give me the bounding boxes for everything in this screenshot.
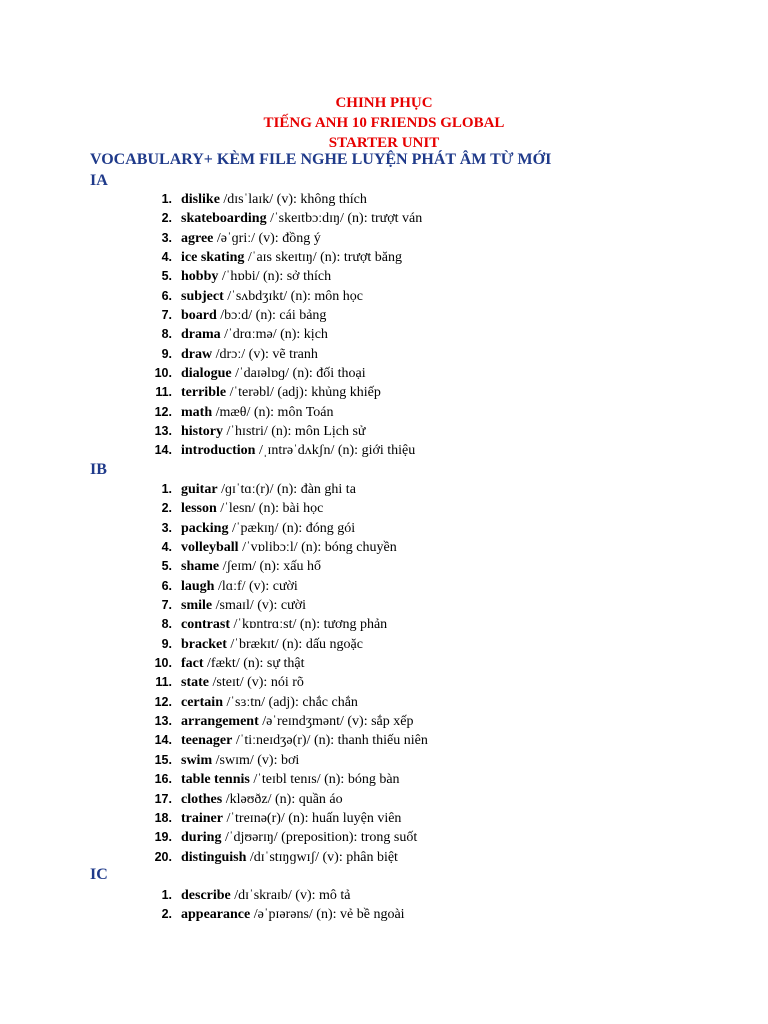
vocab-definition: /ˈskeɪtbɔːdɪŋ/ (n): trượt ván [266, 211, 423, 227]
item-number: 13. [154, 424, 172, 439]
vocab-definition: /ˈlesn/ (n): bài học [216, 501, 324, 517]
vocab-word: history [181, 424, 223, 440]
vocab-definition: /ʃeɪm/ (n): xấu hổ [219, 559, 321, 575]
item-number: 2. [161, 211, 172, 226]
vocab-word: swim [181, 752, 213, 768]
item-entry [181, 499, 323, 518]
item-entry [181, 596, 306, 615]
vocab-word: appearance [181, 907, 251, 923]
item-number: 3. [161, 230, 172, 245]
vocab-word: contrast [181, 617, 230, 633]
item-number: 14. [154, 733, 172, 748]
vocab-word: board [181, 308, 217, 324]
document-title-line-2: TIẾNG ANH 10 FRIENDS GLOBAL [263, 115, 505, 131]
item-entry [181, 905, 405, 924]
item-number: 6. [161, 288, 172, 303]
item-number: 6. [161, 578, 172, 593]
vocab-word: clothes [181, 791, 223, 807]
item-entry [181, 557, 321, 576]
vocab-word: distinguish [181, 849, 247, 865]
item-number: 2. [161, 907, 172, 922]
vocab-definition: /ˈpækɪŋ/ (n): đóng gói [228, 520, 356, 536]
vocab-definition: /əˈɡriː/ (v): đồng ý [213, 230, 321, 246]
item-number: 8. [161, 617, 172, 632]
item-number: 3. [161, 520, 172, 535]
vocab-definition: /bɔːd/ (n): cái bảng [216, 308, 327, 324]
item-entry [181, 441, 415, 460]
vocab-definition: /lɑːf/ (v): cười [214, 578, 298, 594]
vocab-definition: /ˈhɪstri/ (n): môn Lịch sử [223, 424, 366, 440]
item-number: 8. [161, 327, 172, 342]
vocab-word: introduction [181, 443, 256, 459]
vocab-definition: /mæθ/ (n): môn Toán [212, 404, 334, 420]
item-entry [181, 673, 304, 692]
item-entry [181, 267, 331, 286]
item-entry [181, 190, 367, 209]
vocab-word: smile [181, 598, 213, 614]
vocab-word: describe [181, 888, 231, 903]
document-title-line-1: CHINH PHỤC [335, 95, 433, 111]
vocab-definition: /əˈreɪndʒmənt/ (v): sắp xếp [258, 714, 414, 730]
vocab-definition: /ˈterəbl/ (adj): khủng khiếp [226, 385, 381, 401]
vocab-word: teenager [181, 733, 233, 749]
vocab-definition: /ˈdaɪəlɒɡ/ (n): đối thoại [231, 366, 366, 382]
vocab-word: hobby [181, 269, 219, 285]
vocab-word: ice skating [181, 250, 245, 266]
item-entry [181, 403, 333, 422]
vocab-definition: /ˈkɒntrɑːst/ (n): tương phản [230, 617, 388, 633]
item-number: 5. [161, 559, 172, 574]
item-entry [181, 577, 298, 596]
document-title-line-3: STARTER UNIT [328, 135, 440, 151]
vocab-definition: /ˈdjʊərɪŋ/ (preposition): trong suốt [221, 830, 418, 846]
item-entry [181, 422, 366, 441]
vocab-definition: /dɪsˈlaɪk/ (v): không thích [219, 192, 367, 207]
vocab-definition: /ˌɪntrəˈdʌkʃn/ (n): giới thiệu [255, 443, 416, 459]
vocab-word: table tennis [181, 772, 250, 788]
vocab-word: packing [181, 520, 229, 536]
vocab-word: arrangement [181, 714, 259, 730]
vocab-definition: /ˈtiːneɪdʒə(r)/ (n): thanh thiếu niên [232, 733, 428, 749]
item-number: 19. [154, 830, 172, 845]
vocab-definition: /ˈdrɑːmə/ (n): kịch [220, 327, 328, 343]
item-number: 9. [161, 346, 172, 361]
vocab-definition: /smaɪl/ (v): cười [212, 598, 307, 614]
section-label-ic: IC [90, 866, 108, 883]
vocab-word: dialogue [181, 366, 232, 382]
item-number: 13. [154, 714, 172, 729]
item-number: 7. [161, 598, 172, 613]
item-entry [181, 287, 363, 306]
item-number: 4. [161, 250, 172, 265]
vocab-word: during [181, 830, 222, 846]
item-number: 5. [161, 269, 172, 284]
item-number: 17. [154, 791, 172, 806]
item-number: 14. [154, 443, 172, 458]
vocab-definition: /ˈhɒbi/ (n): sở thích [218, 269, 332, 285]
vocabulary-heading: VOCABULARY+ KÈM FILE NGHE LUYỆN PHÁT ÂM TỪ MỚI [90, 151, 552, 168]
item-number: 1. [161, 888, 172, 902]
vocab-definition: /drɔː/ (v): vẽ tranh [212, 346, 318, 362]
vocab-definition: /ˈbrækɪt/ (n): dấu ngoặc [226, 636, 363, 652]
vocab-definition: /ˈaɪs skeɪtɪŋ/ (n): trượt băng [244, 250, 402, 266]
vocab-definition: /əˈpɪərəns/ (n): vẻ bề ngoài [250, 907, 405, 923]
vocab-definition: /swɪm/ (v): bơi [212, 752, 300, 768]
item-number: 16. [154, 772, 172, 787]
item-entry [181, 480, 356, 499]
item-entry [181, 635, 363, 654]
item-entry [181, 209, 422, 228]
vocab-word: skateboarding [181, 211, 267, 227]
item-entry [181, 364, 366, 383]
vocab-word: math [181, 404, 213, 420]
vocab-word: volleyball [181, 540, 239, 556]
item-number: 7. [161, 308, 172, 323]
item-entry [181, 886, 351, 905]
vocab-word: dislike [181, 192, 220, 207]
item-number: 11. [155, 675, 172, 690]
item-number: 12. [154, 404, 172, 419]
item-entry [181, 770, 400, 789]
section-label-ia: IA [90, 172, 108, 189]
item-entry [181, 519, 355, 538]
vocab-definition: /ˈvɒlibɔːl/ (n): bóng chuyền [238, 540, 397, 556]
vocab-word: bracket [181, 636, 227, 652]
vocab-word: agree [181, 230, 214, 246]
item-number: 1. [161, 192, 172, 206]
item-entry [181, 325, 328, 344]
vocab-word: laugh [181, 578, 215, 594]
vocab-definition: /dɪˈstɪŋɡwɪʃ/ (v): phân biệt [246, 849, 398, 865]
section-label-ib: IB [90, 461, 107, 478]
vocab-definition: /fækt/ (n): sự thật [203, 656, 305, 672]
vocab-definition: /ˈtreɪnə(r)/ (n): huấn luyện viên [222, 810, 402, 826]
vocab-definition: /steɪt/ (v): nói rõ [209, 675, 304, 691]
item-entry [181, 248, 402, 267]
vocab-word: lesson [181, 501, 217, 517]
item-entry [181, 306, 326, 325]
item-entry [181, 751, 299, 770]
item-number: 11. [155, 385, 172, 400]
item-number: 10. [154, 656, 172, 671]
item-number: 9. [161, 636, 172, 651]
vocab-word: guitar [181, 482, 218, 497]
vocab-definition: /ɡɪˈtɑː(r)/ (n): đàn ghi ta [217, 482, 356, 497]
vocab-word: trainer [181, 810, 223, 826]
item-number: 4. [161, 540, 172, 555]
item-entry [181, 538, 397, 557]
item-entry [181, 809, 401, 828]
item-number: 2. [161, 501, 172, 516]
item-number: 20. [154, 849, 172, 864]
vocab-definition: /ˈsʌbdʒɪkt/ (n): môn học [223, 288, 363, 304]
item-entry [181, 654, 304, 673]
item-entry [181, 848, 398, 867]
item-number: 15. [154, 752, 172, 767]
vocab-word: state [181, 675, 209, 691]
item-number: 1. [161, 482, 172, 496]
item-entry [181, 712, 413, 731]
item-number: 12. [154, 694, 172, 709]
item-number: 10. [154, 366, 172, 381]
vocab-definition: /ˈsɜːtn/ (adj): chắc chắn [222, 694, 358, 710]
item-entry [181, 383, 381, 402]
vocab-definition: /ˈteɪbl tenɪs/ (n): bóng bàn [249, 772, 400, 788]
vocab-word: terrible [181, 385, 227, 401]
item-entry [181, 693, 358, 712]
item-entry [181, 345, 318, 364]
item-entry [181, 828, 417, 847]
vocab-word: shame [181, 559, 220, 575]
vocab-word: certain [181, 694, 223, 710]
vocab-word: subject [181, 288, 224, 304]
item-entry [181, 229, 321, 248]
vocab-word: drama [181, 327, 221, 343]
vocab-definition: /kləʊðz/ (n): quần áo [222, 791, 343, 807]
vocab-definition: /dɪˈskraɪb/ (v): mô tả [230, 888, 351, 903]
vocab-word: draw [181, 346, 213, 362]
item-entry [181, 731, 428, 750]
item-entry [181, 790, 343, 809]
item-number: 18. [154, 810, 172, 825]
item-entry [181, 615, 387, 634]
vocab-word: fact [181, 656, 204, 672]
